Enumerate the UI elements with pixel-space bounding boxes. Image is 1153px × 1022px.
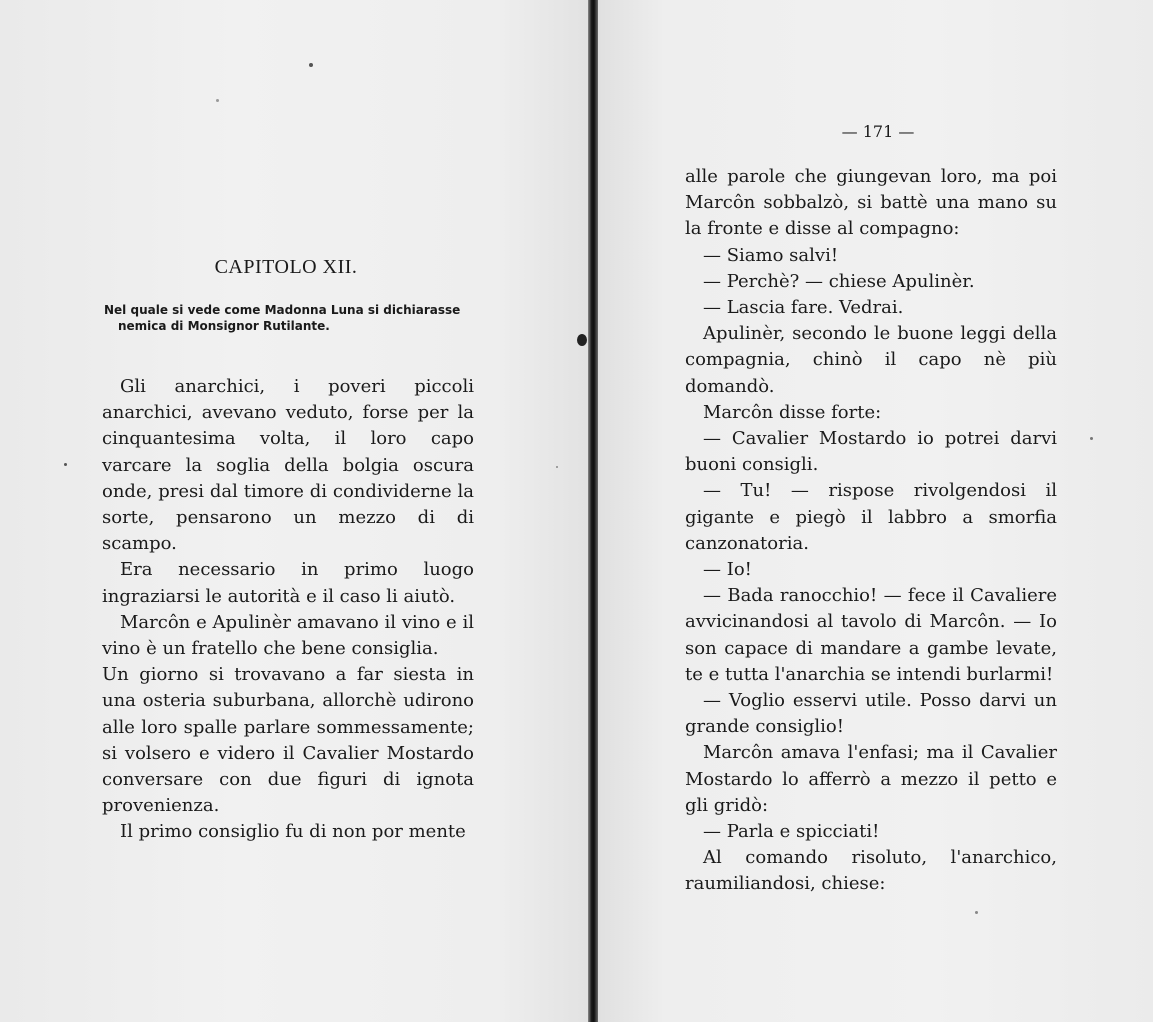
paragraph: — Voglio esservi utile. Posso darvi un grande consiglio! (685, 690, 1057, 738)
paper-speck (1090, 437, 1093, 440)
chapter-title: CAPITOLO XII. (214, 256, 358, 278)
paper-speck (556, 466, 558, 468)
left-page-body (102, 374, 474, 846)
paragraph: Al comando risoluto, l'anarchico, raumiliandosi, chiese: (685, 847, 1057, 895)
binding-thread-mark (577, 334, 587, 346)
paragraph: — Parla e spicciati! (703, 821, 880, 843)
paragraph: — Cavalier Mostardo io potrei darvi buoni consigli. (685, 428, 1057, 476)
chapter-subtitle: Nel quale si vede come Madonna Luna si dichiarasse nemica di Monsignor Rutilante. (104, 303, 461, 333)
paragraph: Il primo consiglio fu di non por mente (120, 821, 466, 843)
paragraph: alle parole che giungevan loro, ma poi Marcôn sobbalzò, si battè una mano su la fronte e disse al compagno: (685, 166, 1057, 240)
paper-speck (309, 63, 313, 67)
paragraph: — Tu! — rispose rivolgendosi il gigante e piegò il labbro a smorfia canzonatoria. (685, 480, 1057, 554)
paper-speck (216, 99, 219, 102)
paragraph: — Bada ranocchio! — fece il Cavaliere avvicinandosi al tavolo di Marcôn. — Io son capace di mandare a gambe levate, te e tutta l'anarchia se intendi burlarmi! (685, 585, 1057, 685)
paragraph: — Io! (703, 559, 752, 581)
paragraph: — Siamo salvi! (703, 244, 839, 266)
right-page-body (685, 164, 1057, 898)
page-number: — 171 — (841, 122, 915, 141)
book-gutter (588, 0, 598, 1022)
paragraph: — Perchè? — chiese Apulinèr. (703, 270, 975, 292)
paragraph: Era necessario in primo luogo ingraziarsi le autorità e il caso li aiutò. (102, 559, 474, 607)
paragraph: Gli anarchici, i poveri piccoli anarchici, avevano veduto, forse per la cinquantesima volta, il loro capo varcare la soglia della bolgia oscura onde, presi dal timore di condividerne la sorte, pensarono un mezzo di di scampo. (102, 376, 474, 555)
paragraph: — Lascia fare. Vedrai. (703, 297, 904, 319)
paper-speck (975, 911, 978, 914)
paragraph: Apulinèr, secondo le buone leggi della compagnia, chinò il capo nè più domandò. (685, 323, 1057, 397)
paragraph: Marcôn e Apulinèr amavano il vino e il vino è un fratello che bene consiglia. (102, 611, 474, 660)
paragraph: Marcôn disse forte: (703, 401, 882, 423)
paragraph: Marcôn amava l'enfasi; ma il Cavalier Mostardo lo afferrò a mezzo il petto e gli gridò: (685, 742, 1057, 816)
paragraph: Un giorno si trovavano a far siesta in una osteria suburbana, allorchè udirono alle loro spalle parlare sommessamente; si volsero e videro il Cavalier Mostardo conversare con due figuri di ignota provenienza. (102, 664, 474, 817)
paper-speck (64, 463, 67, 466)
